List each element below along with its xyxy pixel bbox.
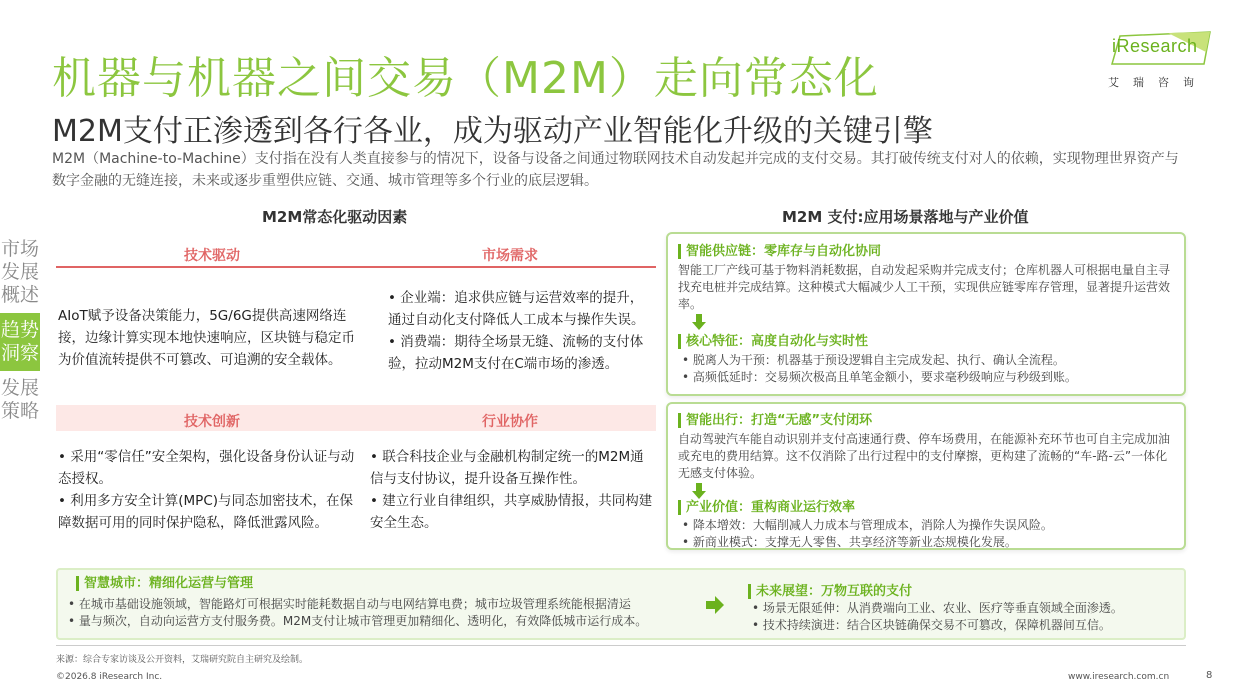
quadrant-title-industry-collab: 行业协作	[482, 414, 538, 430]
future-outlook-list	[752, 600, 1172, 634]
card-value-list	[682, 352, 1178, 386]
card-value-title: 产业价值：重构商业运行效率	[678, 500, 855, 515]
logo-text: iResearch	[1112, 36, 1198, 56]
list-item: • 降本增效：大幅削减人力成本与管理成本，消除人为操作失误风险。	[682, 518, 1053, 532]
page-number: 8	[1206, 670, 1213, 681]
quadrant-title-tech-innovation: 技术创新	[184, 414, 240, 430]
intro-paragraph: M2M（Machine-to-Machine）支付指在没有人类直接参与的情况下，设备与设备之间通过物联网技术自动发起并完成的支付交易。其打破传统支付对人的依赖，实现物理世界资产与数字金融的无缝连接，未来或逐步重塑供应链、交通、城市管理等多个行业的底层逻辑。	[52, 151, 1179, 189]
down-arrow-icon	[692, 314, 706, 330]
source-note: 来源：综合专家访谈及公开资料，艾瑞研究院自主研究及绘制。	[56, 655, 309, 665]
quadrant-market-demand-list	[388, 287, 654, 375]
card-scene-text: 自动驾驶汽车能自动识别并支付高速通行费、停车场费用，在能源补充环节也可自主完成加油或充电的费用结算。这不仅消除了出行过程中的支付摩擦，更构建了流畅的“车-路-云”一体化无感支付体验。	[678, 432, 1171, 480]
list-item: • 高频低延时：交易频次极高且单笔金额小，要求毫秒级响应与秒级到账。	[682, 370, 1077, 384]
left-panel-heading: M2M常态化驱动因素	[262, 208, 408, 226]
list-item: • 脱离人为干预：机器基于预设逻辑自主完成发起、执行、确认全流程。	[682, 353, 1065, 367]
list-item: • 建立行业自律组织，共享威胁情报，共同构建安全生态。	[370, 493, 653, 531]
quadrant-industry-collab-list	[370, 446, 656, 534]
nav-item-market-overview[interactable]: 市场发展概述	[0, 238, 39, 306]
future-outlook-title: 未来展望：万物互联的支付	[748, 584, 912, 599]
side-nav	[0, 232, 40, 429]
page-title: 机器与机器之间交易（M2M）走向常态化	[52, 53, 879, 104]
quadrant-title-tech-drive: 技术驱动	[184, 248, 240, 264]
down-arrow-icon	[692, 483, 706, 499]
nav-item-trend-insight[interactable]: 趋势洞察	[0, 313, 40, 371]
right-panel-heading: M2M 支付:应用场景落地与产业价值	[782, 208, 1029, 226]
bottom-summary-box	[56, 568, 1186, 640]
smart-city-list	[68, 596, 698, 630]
card-scene-title: 智能出行：打造“无感”支付闭环	[678, 413, 872, 428]
copyright: ©2026.8 iResearch Inc.	[56, 672, 163, 682]
list-item: • 企业端：追求供应链与运营效率的提升，通过自动化支付降低人工成本与操作失误。	[388, 290, 645, 328]
scenario-card-supply-chain	[666, 232, 1186, 396]
list-item: • 新商业模式：支撑无人零售、共享经济等新业态规模化发展。	[682, 535, 1017, 549]
footer-url[interactable]: www.iresearch.com.cn	[1068, 672, 1170, 682]
scenario-card-smart-mobility	[666, 402, 1186, 550]
card-scene-text: 智能工厂产线可基于物料消耗数据，自动发起采购并完成支付；仓库机器人可根据电量自主寻找充电桩并完成结算。这种模式大幅减少人工干预，实现供应链零库存管理，显著提升运营效率。	[678, 263, 1171, 311]
card-value-title: 核心特征：高度自动化与实时性	[678, 334, 868, 349]
quadrant-tech-drive-text: AIoT赋予设备决策能力，5G/6G提供高速网络连接，边缘计算实现本地快速响应，区块链与稳定币为价值流转提供不可篡改、可追溯的安全载体。	[58, 308, 355, 368]
list-item: • 采用“零信任”安全架构，强化设备身份认证与动态授权。	[58, 449, 355, 487]
card-scene-title: 智能供应链：零库存与自动化协同	[678, 244, 881, 259]
quadrant-title-market-demand: 市场需求	[482, 248, 538, 264]
list-item: • 在城市基础设施领域，智能路灯可根据实时能耗数据自动与电网结算电费；城市垃圾管理系统能根据清运	[68, 597, 631, 611]
list-item: • 消费端：期待全场景无缝、流畅的支付体验，拉动M2M支付在C端市场的渗透。	[388, 334, 644, 372]
page-subtitle: M2M支付正渗透到各行各业，成为驱动产业智能化升级的关键引擎	[52, 114, 933, 149]
quadrant-tech-innovation-list	[58, 446, 360, 534]
right-arrow-icon	[706, 596, 724, 614]
smart-city-title: 智慧城市：精细化运营与管理	[76, 576, 253, 591]
iresearch-logo	[1108, 30, 1212, 89]
logo-subtext: 艾瑞咨询	[1108, 76, 1208, 89]
top-divider	[56, 266, 656, 268]
nav-item-development-strategy[interactable]: 发展策略	[0, 377, 39, 422]
list-item: • 量与频次，自动向运营方支付服务费。M2M支付让城市管理更加精细化、透明化，有效降低城市运行成本。	[68, 614, 648, 628]
list-item: • 场景无限延伸：从消费端向工业、农业、医疗等垂直领域全面渗透。	[752, 601, 1123, 615]
footer-divider	[56, 645, 1186, 646]
list-item: • 利用多方安全计算(MPC)与同态加密技术，在保障数据可用的同时保护隐私，降低泄露风险。	[58, 493, 354, 531]
card-value-list	[682, 517, 1178, 551]
list-item: • 联合科技企业与金融机构制定统一的M2M通信与支付协议，提升设备互操作性。	[370, 449, 644, 487]
list-item: • 技术持续演进：结合区块链确保交易不可篡改，保障机器间互信。	[752, 618, 1111, 632]
